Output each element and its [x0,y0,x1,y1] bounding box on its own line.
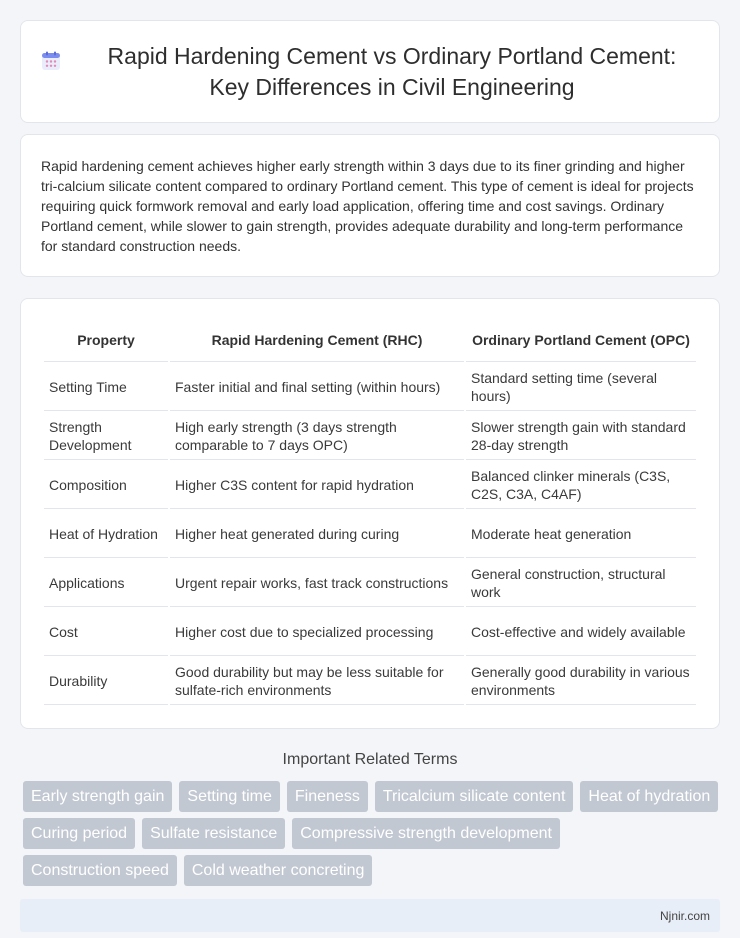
related-terms-tags [20,781,720,886]
footer [20,899,720,932]
tag-tricalcium-silicate-content[interactable]: Tricalcium silicate content [375,781,574,812]
tag-construction-speed[interactable]: Construction speed [23,855,177,886]
cell-rhc: Higher heat generated during curing [170,511,464,558]
cell-rhc: Higher C3S content for rapid hydration [170,462,464,509]
cell-rhc: Good durability but may be less suitable for sulfate-rich environments [170,658,464,705]
summary-card [20,134,720,277]
cell-property: Heat of Hydration [44,511,168,558]
header-property: Property [44,317,168,362]
title-card [20,20,720,123]
table-row [44,609,696,656]
tag-cold-weather-concreting[interactable]: Cold weather concreting [184,855,373,886]
tag-sulfate-resistance[interactable]: Sulfate resistance [142,818,285,849]
tag-curing-period[interactable]: Curing period [23,818,135,849]
table-row [44,658,696,705]
cell-opc: Cost-effective and widely available [466,609,696,656]
cell-opc: Generally good durability in various environments [466,658,696,705]
summary-text: Rapid hardening cement achieves higher early strength within 3 days due to its finer grinding and higher tri-calcium silicate content compared to ordinary Portland cement. This type of cement is ideal for projects requiring quick formwork removal and early load application, offering time and cost savings. Ordinary Portland cement, while slower to gain strength, provides adequate durability and long-term performance for standard construction needs. [41,158,694,254]
cell-opc: Slower strength gain with standard 28-day strength [466,413,696,460]
header-opc: Ordinary Portland Cement (OPC) [466,317,696,362]
related-terms-title: Important Related Terms [282,751,458,768]
cell-opc: General construction, structural work [466,560,696,607]
cell-property: Setting Time [44,364,168,411]
cell-property: Durability [44,658,168,705]
footer-site[interactable]: Njnir.com [659,908,710,923]
table-header-row [44,317,696,362]
table-row [44,511,696,558]
comparison-table [42,315,698,707]
cell-opc: Balanced clinker minerals (C3S, C2S, C3A, C4AF) [466,462,696,509]
table-row [44,560,696,607]
cell-property: Composition [44,462,168,509]
table-row [44,413,696,460]
cell-property: Cost [44,609,168,656]
tag-heat-of-hydration[interactable]: Heat of hydration [580,781,718,812]
cell-opc: Moderate heat generation [466,511,696,558]
cell-rhc: High early strength (3 days strength comparable to 7 days OPC) [170,413,464,460]
table-row [44,462,696,509]
cell-rhc: Higher cost due to specialized processing [170,609,464,656]
tag-early-strength-gain[interactable]: Early strength gain [23,781,172,812]
cell-property: Strength Development [44,413,168,460]
cell-rhc: Urgent repair works, fast track constructions [170,560,464,607]
table-row [44,364,696,411]
tag-setting-time[interactable]: Setting time [179,781,279,812]
header-rhc: Rapid Hardening Cement (RHC) [170,317,464,362]
tag-fineness[interactable]: Fineness [287,781,368,812]
tag-compressive-strength-development[interactable]: Compressive strength development [292,818,560,849]
cell-rhc: Faster initial and final setting (within hours) [170,364,464,411]
calendar-icon [41,51,61,71]
cell-property: Applications [44,560,168,607]
page-title: Rapid Hardening Cement vs Ordinary Portland Cement: Key Differences in Civil Engineering [107,42,677,100]
comparison-table-card [20,298,720,729]
cell-opc: Standard setting time (several hours) [466,364,696,411]
